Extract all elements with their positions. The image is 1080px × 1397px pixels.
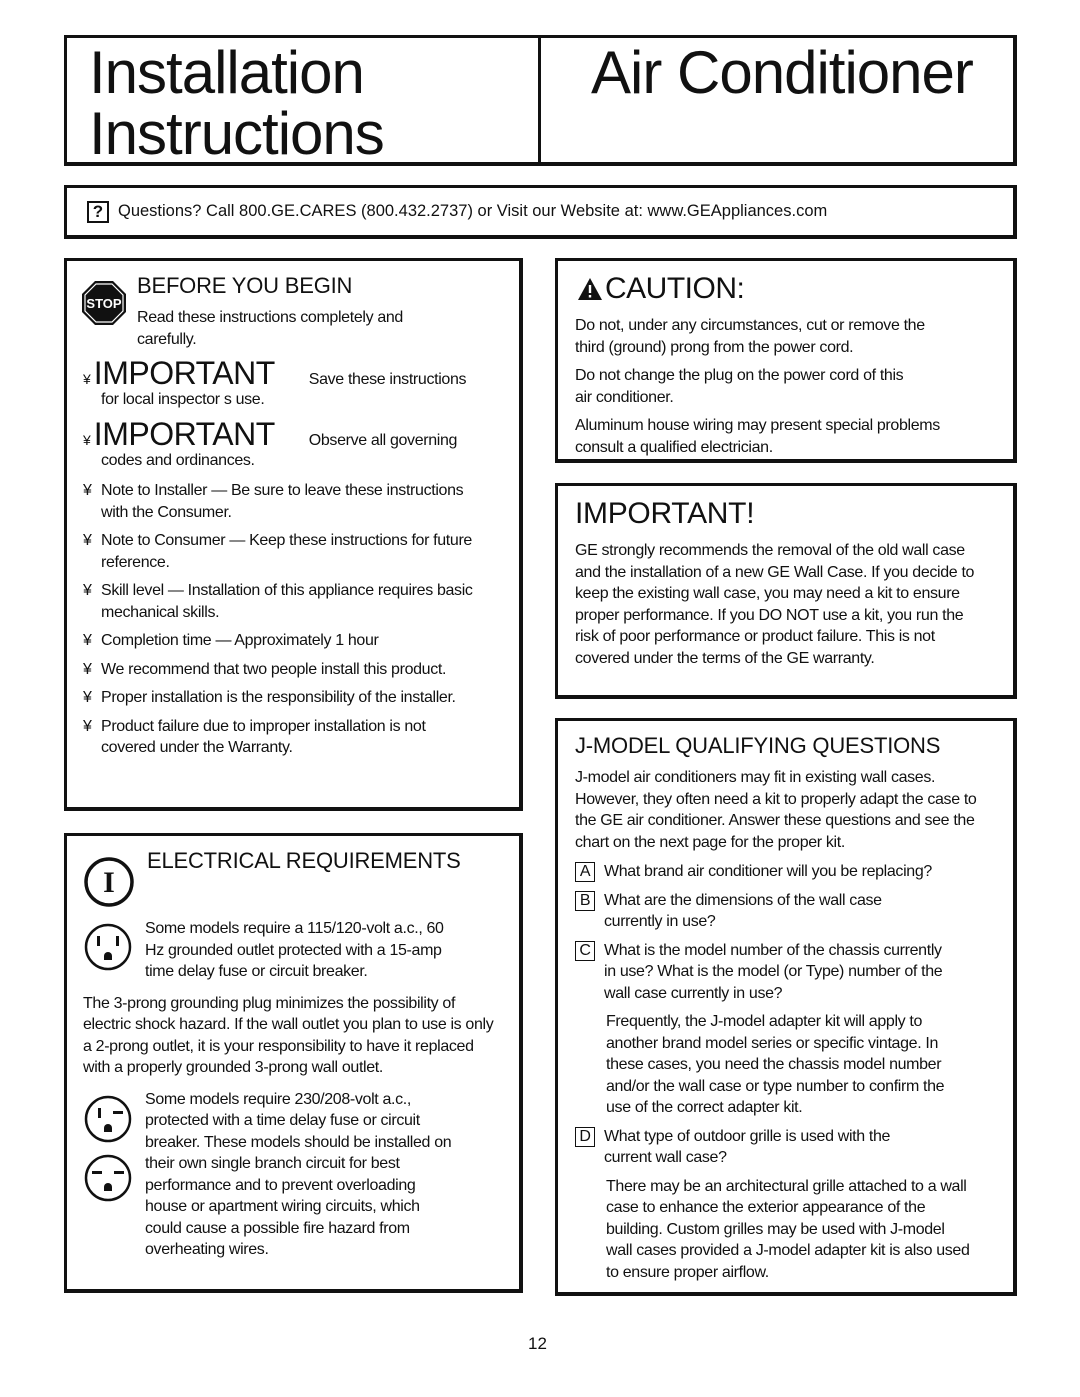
important-heading: IMPORTANT!	[575, 497, 755, 530]
before-you-begin-section: STOP BEFORE YOU BEGIN Read these instructions completely and carefully. ¥ IMPORTANT Save these instructions for local inspector s use. ¥ IMPORTANT Observe all governing codes and ordinances. ¥ Note to Installer — Be sure to leave these instructions with the Consumer. ¥ Note to Consumer — Keep these instructions for future reference. ¥ Skill level — Installation of this appliance requires basic mechanical skills. ¥ Completion time — Approximately 1 hour ¥ We recommend that two people install this product. ¥ Proper installation is the responsibility of the installer. ¥ Product failure due to improper installation is not covered under the Warranty.	[64, 258, 523, 811]
important-label: IMPORTANT	[93, 415, 275, 452]
intro-text: J-model air conditioners may fit in existing wall cases. However, they often need a kit to properly adapt the case to the GE air conditioner. Answer these questions and see the chart on the next page for the proper kit.	[575, 769, 977, 851]
important-section	[555, 483, 1017, 699]
list-item: ¥ Note to Installer — Be sure to leave these instructions with the Consumer.	[83, 480, 483, 523]
important-text: GE strongly recommends the removal of the old wall case and the installation of a new GE Wall Case. If you decide to keep the existing wall case, you may need a kit to ensure proper performance. If you DO NOT use a kit, you run the risk of poor performance or product failure. This is not covered under the terms of the GE warranty.	[575, 542, 975, 667]
caution-section	[555, 258, 1017, 463]
electrical-230v-text: Some models require 230/208-volt a.c., protected with a time delay fuse or circuit breaker. These models should be installed on their own single branch circuit for best performance and to prevent overloading house or apartment wiring circuits, which could cause a possible fire hazard from overheating wires.	[145, 1090, 452, 1258]
list-item: ¥ Skill level — Installation of this appliance requires basic mechanical skills.	[83, 580, 483, 623]
letter-box: A	[575, 862, 595, 882]
question-text: What brand air conditioner will you be replacing?	[604, 863, 932, 880]
electrical-requirements-section	[64, 833, 523, 1293]
question-text: What are the dimensions of the wall case currently in use?	[604, 891, 882, 930]
svg-text:I: I	[103, 866, 115, 899]
question-text: What type of outdoor grille is used with the current wall case?	[604, 1127, 891, 1166]
warning-icon	[577, 277, 603, 301]
list-item: ¥ Proper installation is the responsibility of the installer.	[83, 687, 483, 709]
caution-heading: CAUTION:	[605, 272, 745, 305]
svg-text:STOP: STOP	[86, 296, 122, 311]
question-a	[575, 861, 1001, 883]
letter-box: D	[575, 1127, 595, 1147]
list-item: ¥ Completion time — Approximately 1 hour	[83, 630, 483, 652]
question-mark-icon: ?	[87, 201, 109, 223]
list-item: ¥ We recommend that two people install this product.	[83, 659, 483, 681]
list-item: ¥ Product failure due to improper installation is not covered under the Warranty.	[83, 716, 433, 759]
outlet-115v-icon	[83, 922, 133, 972]
important-note-cont: codes and ordinances.	[101, 451, 255, 469]
caution-item: Do not change the plug on the power cord of this air conditioner.	[575, 367, 904, 406]
letter-box: C	[575, 941, 595, 961]
question-b	[575, 890, 1001, 933]
electrical-115v-text: Some models require a 115/120-volt a.c., 60 Hz grounded outlet protected with a 15-amp time delay fuse or circuit breaker.	[145, 920, 444, 980]
section-heading: J-MODEL QUALIFYING QUESTIONS	[575, 733, 941, 758]
product-title: Air Conditioner	[591, 39, 973, 106]
caution-item: Aluminum house wiring may present special problems consult a qualified electrician.	[575, 417, 940, 456]
outlet-208v-icon	[83, 1153, 133, 1203]
question-d	[575, 1126, 1001, 1169]
section-heading: BEFORE YOU BEGIN	[137, 273, 353, 298]
important-note: Observe all governing	[308, 431, 458, 449]
important-note-cont: for local inspector s use.	[101, 391, 265, 408]
note-d: There may be an architectural grille attached to a wall case to enhance the exterior appearance of the building. Custom grilles may be used with J-model wall cases provided a J-model adapter kit is also used to ensure proper airflow.	[606, 1177, 970, 1281]
title-banner	[64, 35, 1017, 166]
question-text: What is the model number of the chassis currently in use? What is the model (or Type) number of the wall case currently in use?	[604, 941, 943, 1002]
important-note: Save these instructions	[308, 371, 467, 388]
page-number: 12	[528, 1334, 547, 1353]
note-c: Frequently, the J-model adapter kit will apply to another brand model series or specific vintage. In these cases, you need the chassis model number and/or the wall case or type number to confirm the use of the correct adapter kit.	[606, 1013, 945, 1116]
letter-box: B	[575, 891, 595, 911]
caution-item: Do not, under any circumstances, cut or remove the third (ground) prong from the power cord.	[575, 317, 925, 356]
intro-text: Read these instructions completely and carefully.	[137, 309, 403, 348]
outlet-230v-icon	[83, 1094, 133, 1144]
electrical-grounding-text: The 3-prong grounding plug minimizes the possibility of electric shock hazard. If the wall outlet you plan to use is only a 2-prong outlet, it is your responsibility to have it replaced with a properly grounded 3-prong wall outlet.	[83, 994, 494, 1076]
document-title: Installation Instructions	[67, 38, 541, 162]
questions-bar	[64, 185, 1017, 239]
important-label: IMPORTANT	[93, 355, 275, 391]
list-item: ¥ Note to Consumer — Keep these instructions for future reference.	[83, 530, 483, 573]
questions-text: Questions? Call 800.GE.CARES (800.432.2737) or Visit our Website at: www.GEAppliances.com	[118, 202, 828, 220]
section-heading: ELECTRICAL REQUIREMENTS	[147, 848, 461, 873]
question-c	[575, 940, 1001, 1005]
stop-sign-icon	[81, 280, 127, 326]
j-model-questions-section	[555, 718, 1017, 1296]
info-icon	[83, 856, 135, 908]
